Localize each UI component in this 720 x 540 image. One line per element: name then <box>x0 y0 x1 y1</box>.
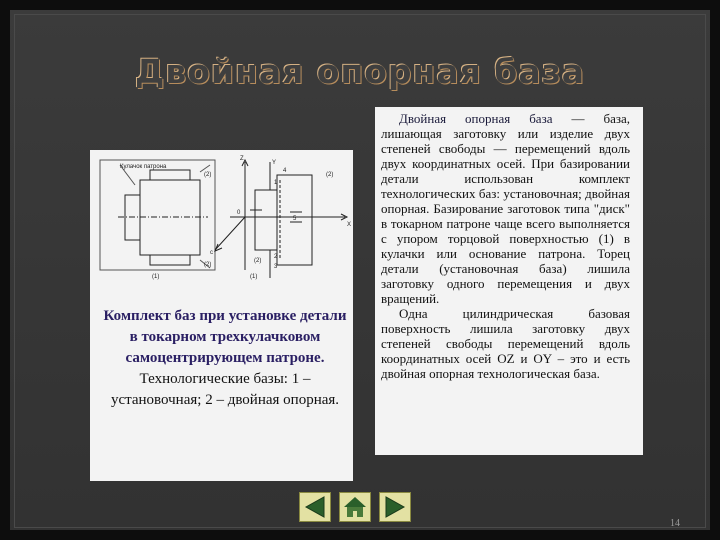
jaw-bottom <box>150 255 190 265</box>
caption-bold: Комплект баз при установке детали в токарном трехкулачковом самоцентрирующем патроне. <box>103 308 347 366</box>
arrow-left-icon <box>300 493 330 521</box>
term-highlight: Двойная опорная база <box>399 111 553 126</box>
label-1a: (1) <box>152 274 160 280</box>
point-4-label: 4 <box>283 168 287 174</box>
chuck-label: Кулачок патрона <box>120 164 167 170</box>
axis-x-label: X <box>347 222 352 228</box>
paragraph-2: Одна цилиндрическая базовая поверхность лишила заготовку двух степеней свободы перемещений вдоль координатных осей OZ и OY – это и есть двойная опорная технологическая база. <box>381 306 630 381</box>
paragraph-1 <box>381 111 630 306</box>
axis-origin-label: 0 <box>237 210 241 216</box>
point-5-label: 5 <box>293 216 297 222</box>
label-2b: (2) <box>204 262 212 268</box>
point-2-label: 2 <box>274 254 278 260</box>
slide-title: Двойная опорная база <box>134 52 586 91</box>
label-2d: (2) <box>254 258 262 264</box>
jaw-top <box>150 170 190 180</box>
page-number: 14 <box>670 518 680 529</box>
next-button[interactable] <box>379 492 411 522</box>
home-button[interactable] <box>339 492 371 522</box>
label-2c: (2) <box>326 172 334 178</box>
label-2a: (2) <box>204 172 212 178</box>
diagram-caption <box>100 306 350 411</box>
home-icon <box>340 493 370 521</box>
arrow-right-icon <box>380 493 410 521</box>
paragraph-1-text: — база, лишающая заготовку или изделие двух степеней свободы — перемещений вдоль двух координатных осей. При базировании детали использован комплект технологических баз: установочная; двойная опорная. Базирование заготовок типа "диск" в токарном патроне чаще всего выполняется с упором торцовой поверхностью (1) в кулачки или основание патрона. Торец детали (установочная база) лишила заготовку одного перемещения и двух вращений. <box>381 111 630 306</box>
point-1-label: 1 <box>274 180 278 186</box>
left-frame <box>100 160 215 270</box>
prev-button[interactable] <box>299 492 331 522</box>
point-3-label: 3 <box>274 264 278 270</box>
label-1b: (1) <box>250 274 258 280</box>
axis-y-label: Y <box>272 160 277 166</box>
axis-c-label: c <box>210 250 213 256</box>
chuck-diagram <box>90 150 353 285</box>
body-text <box>381 111 630 381</box>
part-hub <box>255 190 277 250</box>
axis-y-line <box>215 217 245 250</box>
caption-normal: Технологические базы: 1 – установочная; 2 – двойная опорная. <box>110 371 340 408</box>
axis-z-label: Z <box>240 156 244 162</box>
